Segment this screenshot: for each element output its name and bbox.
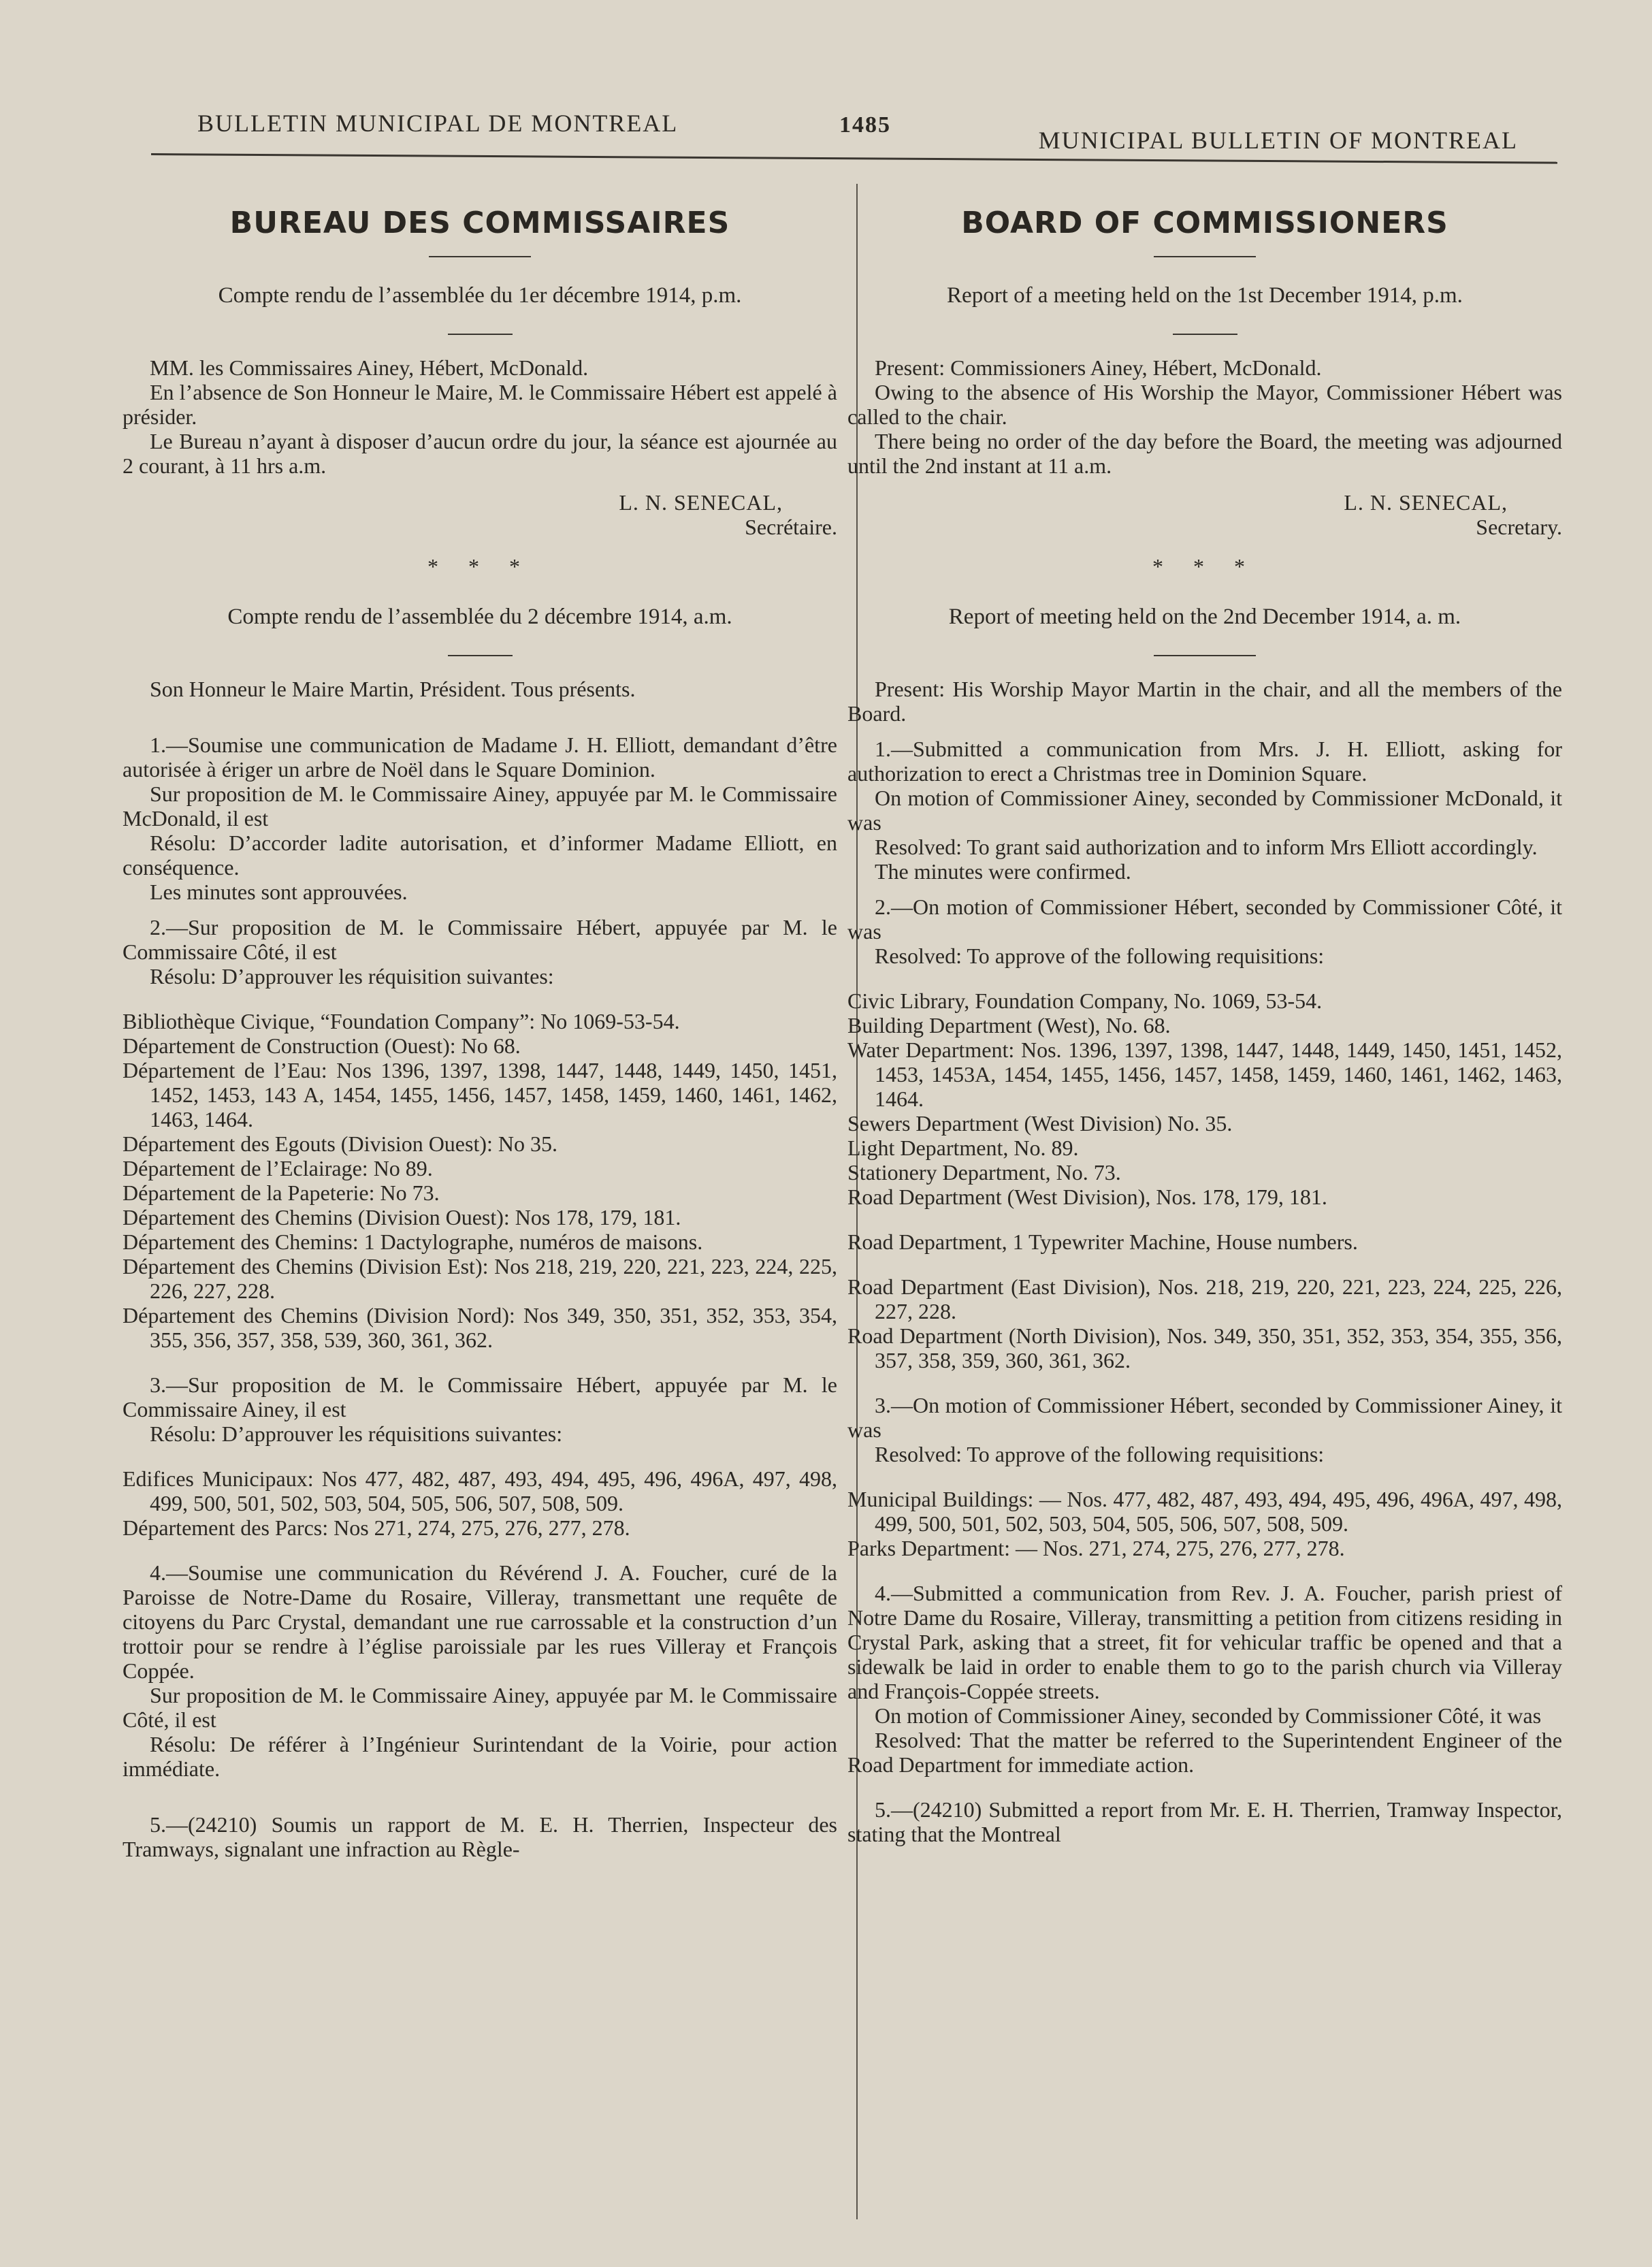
paragraph: Résolu: D’approuver les réquisitions suivantes:: [150, 1421, 563, 1446]
list-item: Département des Chemins (Division Est): Nos 218, 219, 220, 221, 223, 224, 225, 226, 227, 228.: [123, 1254, 837, 1303]
paragraph: Resolved: To grant said authorization and to inform Mrs Elliott accordingly.: [875, 835, 1538, 859]
list-item: Water Department: Nos. 1396, 1397, 1398, 1447, 1448, 1449, 1450, 1451, 1452, 1453, 1453A, 1454, 1455, 1456, 1457, 1458, 1459, 1460, 1461, 1462, 1463, 1464.: [847, 1038, 1562, 1111]
paragraph: Résolu: De référer à l’Ingénieur Surintendant de la Voirie, pour action immédiate.: [123, 1732, 837, 1781]
paragraph: Resolved: To approve of the following requisitions:: [875, 1442, 1325, 1466]
paragraph: Sur proposition de M. le Commissaire Ainey, appuyée par M. le Commissaire Côté, il est: [123, 1683, 837, 1732]
paragraph: Owing to the absence of His Worship the Mayor, Commissioner Hébert was called to the chair.: [847, 380, 1562, 429]
page-number: 1485: [839, 112, 891, 138]
title-rule: [429, 256, 531, 257]
paragraph: Present: Commissioners Ainey, Hébert, McDonald.: [875, 355, 1322, 380]
paragraph: On motion of Commissioner Ainey, seconded by Commissioner Côté, it was: [875, 1703, 1542, 1728]
list-item: Road Department (East Division), Nos. 218, 219, 220, 221, 223, 224, 225, 226, 227, 228.: [847, 1274, 1562, 1323]
french-column: [123, 197, 837, 1861]
paragraph: Résolu: D’accorder ladite autorisation, et d’informer Madame Elliott, en conséquence.: [123, 831, 837, 880]
list-item: Sewers Department (West Division) No. 35.: [847, 1111, 1233, 1136]
paragraph: Son Honneur le Maire Martin, Président. Tous présents.: [150, 677, 636, 701]
signature: [847, 490, 1562, 539]
list-item: Département de Construction (Ouest): No 68.: [123, 1033, 521, 1058]
header-right-title: MUNICIPAL BULLETIN OF MONTREAL: [1038, 127, 1518, 154]
list-item: Bibliothèque Civique, “Foundation Company”: No 1069-53-54.: [123, 1009, 680, 1033]
list-item: Département de l’Eclairage: No 89.: [123, 1156, 433, 1180]
french-title: BUREAU DES COMMISSAIRES: [229, 206, 730, 240]
paragraph: Les minutes sont approuvées.: [150, 880, 408, 904]
list-item: Parks Department: — Nos. 271, 274, 275, 276, 277, 278.: [847, 1536, 1345, 1560]
paragraph: 5.—(24210) Submitted a report from Mr. E. H. Therrien, Tramway Inspector, stating that the Montreal: [847, 1797, 1562, 1846]
signature-title: Secretary.: [1476, 515, 1562, 539]
list-item: Light Department, No. 89.: [847, 1136, 1079, 1160]
english-column: [847, 197, 1562, 1846]
paragraph: 3.—Sur proposition de M. le Commissaire Hébert, appuyée par M. le Commissaire Ainey, il est: [123, 1372, 837, 1421]
paragraph: 2.—On motion of Commissioner Hébert, seconded by Commissioner Côté, it was: [847, 895, 1562, 944]
signature-title: Secrétaire.: [745, 515, 837, 539]
title-rule: [1154, 256, 1256, 257]
list-item: Building Department (West), No. 68.: [847, 1013, 1171, 1038]
paragraph: 1.—Submitted a communication from Mrs. J. H. Elliott, asking for authorization to erect a Christmas tree in Dominion Square.: [847, 737, 1562, 786]
header-left-title: BULLETIN MUNICIPAL DE MONTREAL: [197, 110, 679, 137]
paragraph: 4.—Submitted a communication from Rev. J. A. Foucher, parish priest of Notre Dame du Rosaire, Villeray, transmitting a petition from citizens residing in Crystal Park, asking that a street, fit for vehicular traffic be opened and that a sidewalk be laid in order to enable them to go to the parish church via Villeray and François-Coppée streets.: [847, 1581, 1562, 1703]
list-item: Département de la Papeterie: No 73.: [123, 1180, 440, 1205]
paragraph: On motion of Commissioner Ainey, seconded by Commissioner McDonald, it was: [847, 786, 1562, 835]
list-item: Edifices Municipaux: Nos 477, 482, 487, 493, 494, 495, 496, 496A, 497, 498, 499, 500, 501, 502, 503, 504, 505, 506, 507, 508, 509.: [123, 1466, 837, 1515]
list-item: Département des Chemins (Division Nord): Nos 349, 350, 351, 352, 353, 354, 355, 356, 357, 358, 539, 360, 361, 362.: [123, 1303, 837, 1352]
list-item: Département des Chemins (Division Ouest): Nos 178, 179, 181.: [123, 1205, 681, 1229]
paragraph: There being no order of the day before the Board, the meeting was adjourned until the 2nd instant at 11 a.m.: [847, 429, 1562, 478]
separator-stars: * * *: [427, 554, 532, 579]
signature-name: L. N. SENECAL,: [1344, 490, 1508, 515]
list-item: Département des Chemins: 1 Dactylographe, numéros de maisons.: [123, 1229, 703, 1254]
meeting-2-heading: Compte rendu de l’assemblée du 2 décembre 1914, a.m.: [227, 605, 732, 629]
list-item: Civic Library, Foundation Company, No. 1069, 53-54.: [847, 988, 1323, 1013]
paragraph: 1.—Soumise une communication de Madame J. H. Elliott, demandant d’être autorisée à ériger un arbre de Noël dans le Square Dominion.: [123, 733, 837, 782]
list-item: Road Department (North Division), Nos. 349, 350, 351, 352, 353, 354, 355, 356, 357, 358, 359, 360, 361, 362.: [847, 1323, 1562, 1372]
meeting-1-heading: Report of a meeting held on the 1st December 1914, p.m.: [947, 283, 1463, 308]
paragraph: Resolved: To approve of the following requisitions:: [875, 944, 1325, 968]
paragraph: Sur proposition de M. le Commissaire Ainey, appuyée par M. le Commissaire McDonald, il est: [123, 782, 837, 831]
list-item: Département des Parcs: Nos 271, 274, 275, 276, 277, 278.: [123, 1515, 630, 1540]
separator-stars: * * *: [1152, 554, 1257, 579]
list-item: Département des Egouts (Division Ouest): No 35.: [123, 1131, 557, 1156]
paragraph: 4.—Soumise une communication du Révérend J. A. Foucher, curé de la Paroisse de Notre-Dame du Rosaire, Villeray, transmettant une requête de citoyens du Parc Crystal, demandant une rue carrossable et la construction d’un trottoir pour se rendre à l’église paroissiale par les rues Villeray et François Coppée.: [123, 1560, 837, 1683]
paragraph: Resolved: That the matter be referred to the Superintendent Engineer of the Road Department for immediate action.: [847, 1728, 1562, 1777]
paragraph: 3.—On motion of Commissioner Hébert, seconded by Commissioner Ainey, it was: [847, 1393, 1562, 1442]
list-item: Département de l’Eau: Nos 1396, 1397, 1398, 1447, 1448, 1449, 1450, 1451, 1452, 1453, 143 A, 1454, 1455, 1456, 1457, 1458, 1459, 1460, 1461, 1462, 1463, 1464.: [123, 1058, 837, 1131]
paragraph: Le Bureau n’ayant à disposer d’aucun ordre du jour, la séance est ajournée au 2 courant, à 11 hrs a.m.: [123, 429, 837, 478]
list-item: Municipal Buildings: — Nos. 477, 482, 487, 493, 494, 495, 496, 496A, 497, 498, 499, 500, 501, 502, 503, 504, 505, 506, 507, 508, 509.: [847, 1487, 1562, 1536]
list-item: Stationery Department, No. 73.: [847, 1160, 1121, 1185]
signature-name: L. N. SENECAL,: [619, 490, 783, 515]
paragraph: 2.—Sur proposition de M. le Commissaire Hébert, appuyée par M. le Commissaire Côté, il est: [123, 915, 837, 964]
signature: [123, 490, 837, 539]
list-item: Road Department (West Division), Nos. 178, 179, 181.: [847, 1185, 1327, 1209]
meeting-1-heading: Compte rendu de l’assemblée du 1er décembre 1914, p.m.: [218, 283, 742, 308]
paragraph: En l’absence de Son Honneur le Maire, M. le Commissaire Hébert est appelé à présider.: [123, 380, 837, 429]
paragraph: Résolu: D’approuver les réquisition suivantes:: [150, 964, 554, 988]
list-item: Road Department, 1 Typewriter Machine, House numbers.: [847, 1229, 1358, 1254]
paragraph: The minutes were confirmed.: [875, 859, 1131, 884]
paragraph: 5.—(24210) Soumis un rapport de M. E. H. Therrien, Inspecteur des Tramways, signalant une infraction au Règle-: [123, 1812, 837, 1861]
meeting-2-heading: Report of meeting held on the 2nd December 1914, a. m.: [948, 605, 1461, 629]
english-title: BOARD OF COMMISSIONERS: [961, 206, 1448, 240]
paragraph: MM. les Commissaires Ainey, Hébert, McDonald.: [150, 355, 589, 380]
paragraph: Present: His Worship Mayor Martin in the chair, and all the members of the Board.: [847, 677, 1562, 726]
